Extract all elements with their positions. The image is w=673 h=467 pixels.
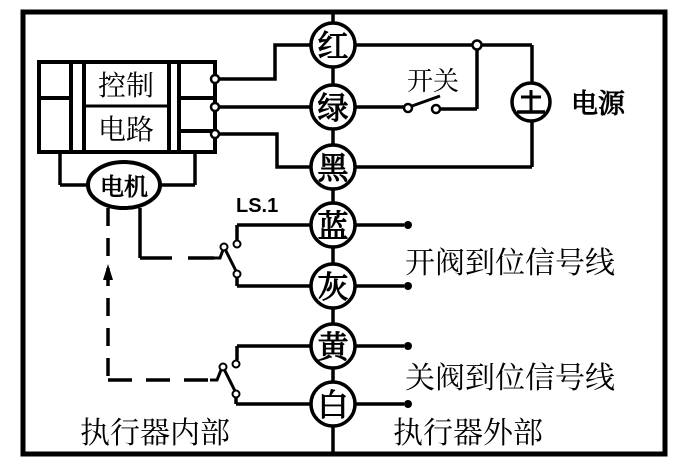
wire-red <box>311 23 355 67</box>
yellow-terminal-dot <box>404 342 412 350</box>
ls1-lever <box>225 249 236 271</box>
close-signal-label: 关阀到位信号线 <box>405 361 615 396</box>
wire-gray-label: 灰 <box>317 270 349 306</box>
open-signal-label: 开阀到位信号线 <box>405 246 615 281</box>
wire-green <box>311 85 355 129</box>
black-feed-wire <box>219 134 311 167</box>
white-terminal-dot <box>404 400 412 408</box>
mechanical-linkage <box>103 208 214 380</box>
wire-red-label: 红 <box>317 29 349 65</box>
control-box-label-line1: 控制 <box>97 69 155 102</box>
wire-blue-label: 蓝 <box>317 209 349 245</box>
control-to-wires <box>219 45 311 167</box>
control-terminal-green <box>211 103 219 111</box>
motor-label: 电机 <box>100 173 148 201</box>
control-box-label-line2: 电路 <box>97 113 155 146</box>
control-box <box>39 62 219 152</box>
junction-node <box>473 41 482 50</box>
control-terminal-black <box>211 130 219 138</box>
actuator-inside-label: 执行器内部 <box>80 416 230 451</box>
limit-switch-label: LS.1 <box>236 195 279 217</box>
linkage-arrow-icon <box>103 264 113 280</box>
actuator-outside-label: 执行器外部 <box>393 416 543 451</box>
switch-label: 开关 <box>406 67 460 97</box>
ls2-lever <box>224 369 235 391</box>
ls2-contact-top <box>233 361 240 368</box>
wire-green-label: 绿 <box>317 91 349 127</box>
signal-terminals <box>355 221 412 408</box>
motor <box>60 152 195 208</box>
wire-yellow <box>311 324 355 368</box>
red-feed-wire <box>219 45 311 79</box>
wire-white <box>311 382 355 426</box>
wire-black-label: 黑 <box>317 151 349 187</box>
control-terminal-red <box>211 75 219 83</box>
wire-black <box>311 145 355 189</box>
limit-switch-2 <box>210 346 311 404</box>
limit-switch-1 <box>214 195 311 286</box>
power-circuit <box>355 41 626 168</box>
wire-gray <box>311 264 355 308</box>
switch-contact-right <box>432 105 440 113</box>
ls1-common-link <box>214 250 223 258</box>
ls2-common-link <box>210 370 221 380</box>
switch-contact-left <box>404 104 412 112</box>
power-label: 电源 <box>571 89 625 120</box>
ls2-contact-bottom <box>233 391 240 398</box>
wire-blue <box>311 203 355 247</box>
ls1-contact-top <box>234 241 241 248</box>
wire-yellow-label: 黄 <box>317 330 349 366</box>
wire-white-label: 白 <box>317 388 349 424</box>
blue-terminal-dot <box>404 221 412 229</box>
gray-terminal-dot <box>404 282 412 290</box>
ls1-contact-bottom <box>234 271 241 278</box>
